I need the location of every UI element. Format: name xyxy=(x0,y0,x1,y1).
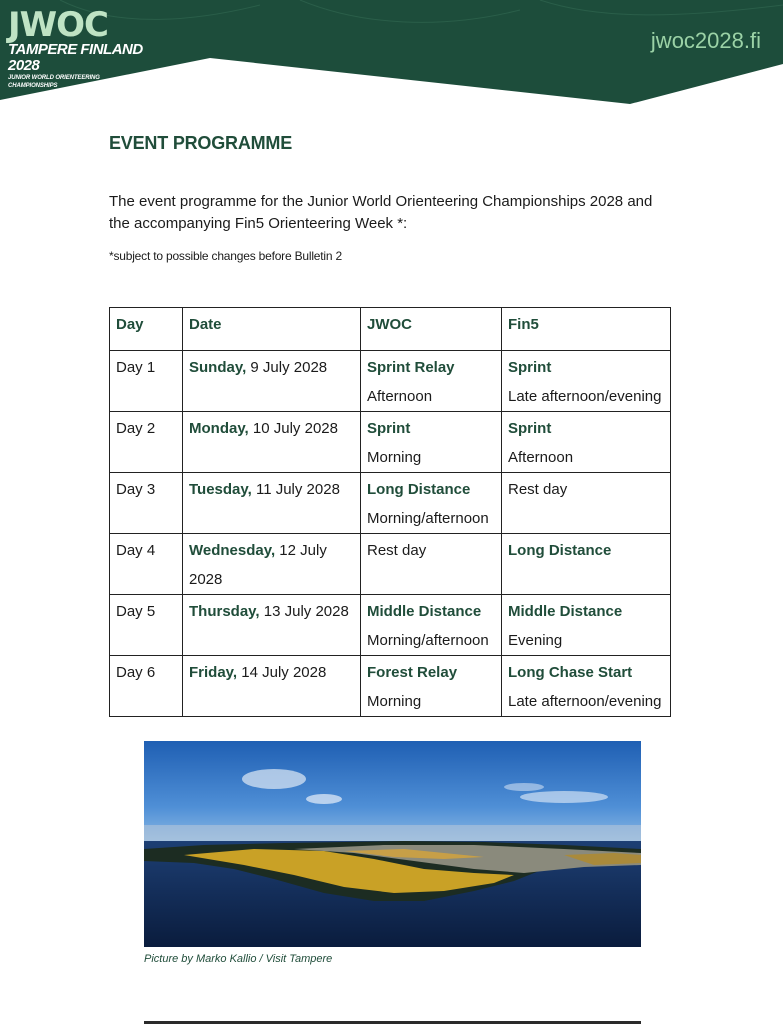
cell-date xyxy=(183,473,361,534)
day-label: Day 6 xyxy=(116,664,156,681)
cell-fin5 xyxy=(502,351,671,412)
cell-fin5 xyxy=(502,656,671,717)
cell-day xyxy=(110,656,183,717)
fin5-event: Long Distance xyxy=(508,542,612,559)
cell-day xyxy=(110,595,183,656)
cell-date xyxy=(183,351,361,412)
jwoc-event: Long Distance xyxy=(367,481,471,498)
jwoc-time: Afternoon xyxy=(367,388,433,405)
cell-jwoc xyxy=(361,473,502,534)
cell-fin5 xyxy=(502,534,671,595)
table-row xyxy=(110,595,671,656)
cell-fin5 xyxy=(502,412,671,473)
cell-date xyxy=(183,534,361,595)
day-label: Day 4 xyxy=(116,542,156,559)
cell-fin5 xyxy=(502,595,671,656)
jwoc-event: Sprint Relay xyxy=(367,359,455,376)
logo-word: JWOC xyxy=(8,5,109,45)
fin5-event: Middle Distance xyxy=(508,603,623,620)
cell-day xyxy=(110,473,183,534)
tampere-aerial-photo xyxy=(144,741,641,947)
header-day: Day xyxy=(110,308,183,351)
table-row xyxy=(110,534,671,595)
fin5-time: Late afternoon/evening xyxy=(508,388,662,405)
day-label: Day 1 xyxy=(116,359,156,376)
date-text: 11 July 2028 xyxy=(251,481,340,498)
weekday: Monday, xyxy=(189,420,249,437)
cell-jwoc xyxy=(361,595,502,656)
cell-day xyxy=(110,412,183,473)
jwoc-event: Forest Relay xyxy=(367,664,458,681)
date-text: 10 July 2028 xyxy=(248,420,338,437)
logo-location: TAMPERE FINLAND 2028 xyxy=(8,41,143,74)
logo-tagline: JUNIOR WORLD ORIENTEERING CHAMPIONSHIPS xyxy=(8,75,100,89)
weekday: Thursday, xyxy=(189,603,260,620)
fin5-rest: Rest day xyxy=(508,481,568,498)
cell-date xyxy=(183,656,361,717)
day-label: Day 3 xyxy=(116,481,156,498)
day-label: Day 2 xyxy=(116,420,156,437)
header-fin5: Fin5 xyxy=(502,308,671,351)
table-row xyxy=(110,412,671,473)
jwoc-time: Morning/afternoon xyxy=(367,632,489,649)
landscape-image xyxy=(144,741,641,947)
cell-day xyxy=(110,351,183,412)
weekday: Friday, xyxy=(189,664,238,681)
section-title: EVENT PROGRAMME xyxy=(109,133,293,153)
jwoc-time: Morning/afternoon xyxy=(367,510,489,527)
jwoc-rest: Rest day xyxy=(367,542,427,559)
jwoc-event: Sprint xyxy=(367,420,411,437)
photo-caption: Picture by Marko Kallio / Visit Tampere xyxy=(144,953,333,965)
cell-date xyxy=(183,412,361,473)
jwoc-logo xyxy=(8,5,148,90)
footnote: *subject to possible changes before Bulletin 2 xyxy=(109,249,342,263)
cell-jwoc xyxy=(361,534,502,595)
jwoc-time: Morning xyxy=(367,449,422,466)
table-header-row xyxy=(110,308,671,351)
table-row xyxy=(110,351,671,412)
cell-jwoc xyxy=(361,351,502,412)
intro-paragraph: The event programme for the Junior World Orienteering Championships 2028 and the accompanying Fin5 Orienteering Week *: xyxy=(109,193,653,232)
site-url[interactable]: jwoc2028.fi xyxy=(650,28,761,53)
weekday: Wednesday, xyxy=(189,542,276,559)
fin5-event: Sprint xyxy=(508,359,552,376)
table-row xyxy=(110,656,671,717)
fin5-time: Afternoon xyxy=(508,449,574,466)
cell-date xyxy=(183,595,361,656)
fin5-event: Sprint xyxy=(508,420,552,437)
day-label: Day 5 xyxy=(116,603,156,620)
date-text: 13 July 2028 xyxy=(259,603,349,620)
date-text: 14 July 2028 xyxy=(237,664,327,681)
table-row xyxy=(110,473,671,534)
jwoc-time: Morning xyxy=(367,693,422,710)
cell-day xyxy=(110,534,183,595)
weekday: Sunday, xyxy=(189,359,247,376)
event-programme-table xyxy=(109,307,671,717)
fin5-time: Evening xyxy=(508,632,563,649)
weekday: Tuesday, xyxy=(189,481,252,498)
cell-jwoc xyxy=(361,656,502,717)
fin5-time: Late afternoon/evening xyxy=(508,693,662,710)
cell-jwoc xyxy=(361,412,502,473)
fin5-event: Long Chase Start xyxy=(508,664,633,681)
jwoc-event: Middle Distance xyxy=(367,603,482,620)
cell-fin5 xyxy=(502,473,671,534)
header-date: Date xyxy=(183,308,361,351)
date-text: 12 July 2028 xyxy=(189,542,327,588)
header-jwoc: JWOC xyxy=(361,308,502,351)
date-text: 9 July 2028 xyxy=(246,359,328,376)
